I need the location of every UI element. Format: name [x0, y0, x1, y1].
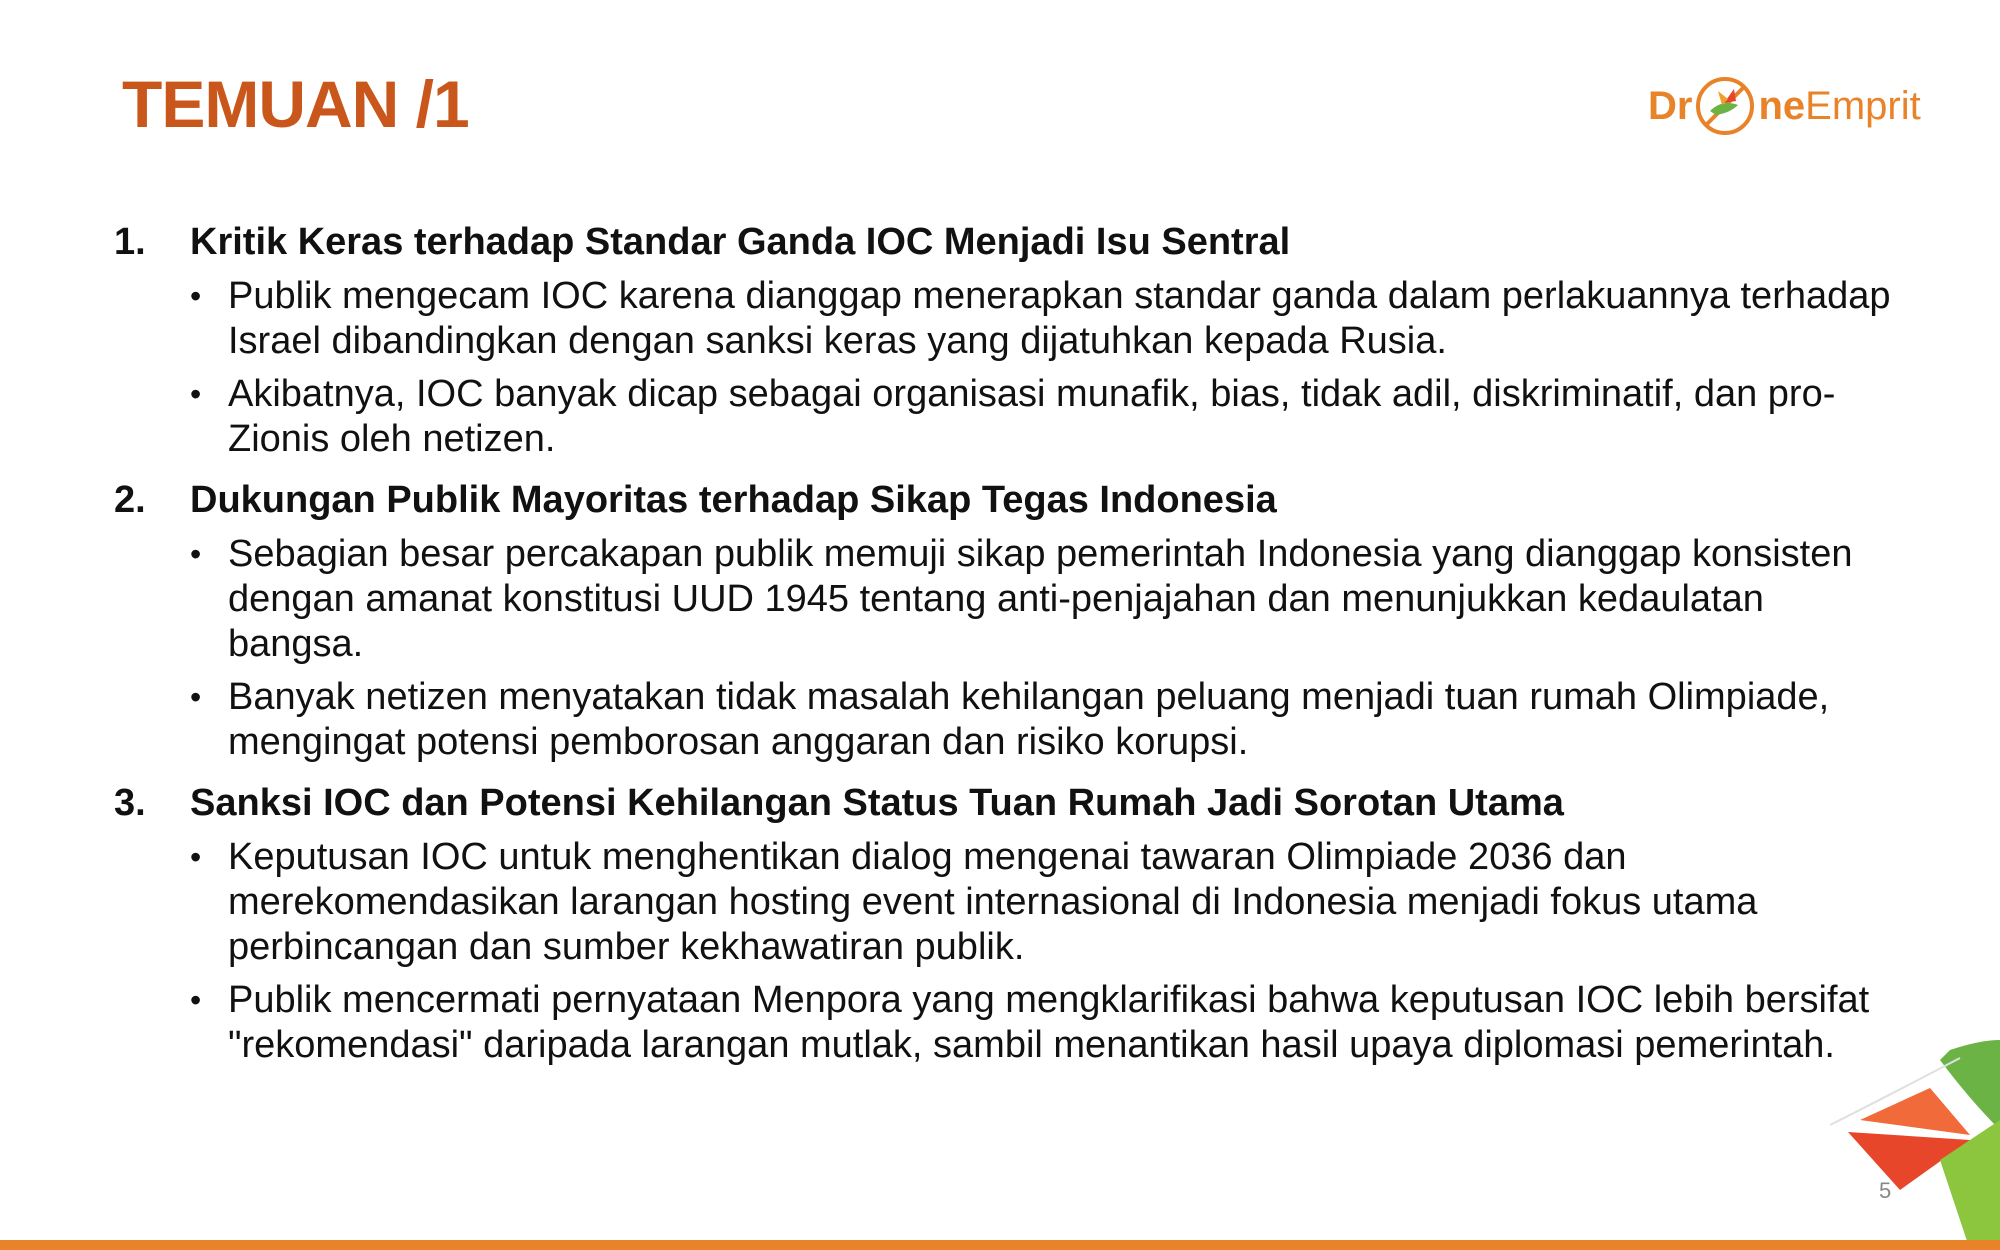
- section-number: 2.: [114, 479, 146, 521]
- bullet-item: [190, 372, 1894, 462]
- findings-list: [114, 218, 1894, 1082]
- logo-text-ne: ne: [1758, 83, 1806, 128]
- bullet-item: [190, 274, 1894, 364]
- bullet-item: [190, 532, 1894, 667]
- finding-section-2: [114, 476, 1894, 765]
- bullet-text: Publik mengecam IOC karena dianggap menerapkan standar ganda dalam perlakuannya terhadap Israel dibandingkan dengan sanksi keras yang dijatuhkan kepada Rusia.: [228, 275, 1891, 362]
- section-number: 1.: [114, 221, 146, 263]
- bullet-text: Akibatnya, IOC banyak dicap sebagai organisasi munafik, bias, tidak adil, diskriminatif, dan pro-Zionis oleh netizen.: [228, 373, 1836, 460]
- finding-section-1: [114, 218, 1894, 462]
- logo-text-emprit: Emprit: [1805, 83, 1921, 128]
- bullet-text: Banyak netizen menyatakan tidak masalah kehilangan peluang menjadi tuan rumah Olimpiade, mengingat potensi pemborosan anggaran dan risiko korupsi.: [228, 676, 1830, 763]
- bullet-text: Publik mencermati pernyataan Menpora yang mengklarifikasi bahwa keputusan IOC lebih bersifat "rekomendasi" daripada larangan mutlak, sambil menantikan hasil upaya diplomasi pemerintah.: [228, 979, 1870, 1066]
- section-heading: Dukungan Publik Mayoritas terhadap Sikap Tegas Indonesia: [190, 479, 1277, 521]
- section-heading: Kritik Keras terhadap Standar Ganda IOC Menjadi Isu Sentral: [190, 221, 1291, 263]
- bullet-item: [190, 835, 1894, 970]
- logo-text-dr: Dr: [1648, 83, 1693, 128]
- bullet-item: [190, 978, 1894, 1068]
- slide-title: TEMUAN /1: [122, 67, 469, 141]
- page-number: 5: [1879, 1178, 1892, 1203]
- bullet-dot-icon: •: [190, 376, 202, 412]
- bullet-item: [190, 675, 1894, 765]
- bullet-dot-icon: •: [190, 982, 202, 1018]
- bullet-dot-icon: •: [190, 679, 202, 715]
- bullet-dot-icon: •: [190, 536, 202, 572]
- section-number: 3.: [114, 782, 146, 824]
- bullet-dot-icon: •: [190, 839, 202, 875]
- drone-emprit-logo: [1648, 70, 1921, 142]
- bottom-accent-bar: [0, 1240, 2000, 1250]
- drone-emprit-logo-mark-icon: [1694, 75, 1756, 137]
- bullet-text: Sebagian besar percakapan publik memuji sikap pemerintah Indonesia yang dianggap konsisten dengan amanat konstitusi UUD 1945 tentang anti-penjajahan dan menunjukkan kedaulatan bangsa.: [228, 533, 1853, 665]
- section-heading: Sanksi IOC dan Potensi Kehilangan Status Tuan Rumah Jadi Sorotan Utama: [190, 782, 1564, 824]
- bullet-dot-icon: •: [190, 278, 202, 314]
- bullet-text: Keputusan IOC untuk menghentikan dialog mengenai tawaran Olimpiade 2036 dan merekomendasikan larangan hosting event internasional di Indonesia menjadi fokus utama perbincangan dan sumber kekhawatiran publik.: [228, 836, 1758, 968]
- corner-decoration-icon: [1820, 1040, 2000, 1250]
- finding-section-3: [114, 779, 1894, 1068]
